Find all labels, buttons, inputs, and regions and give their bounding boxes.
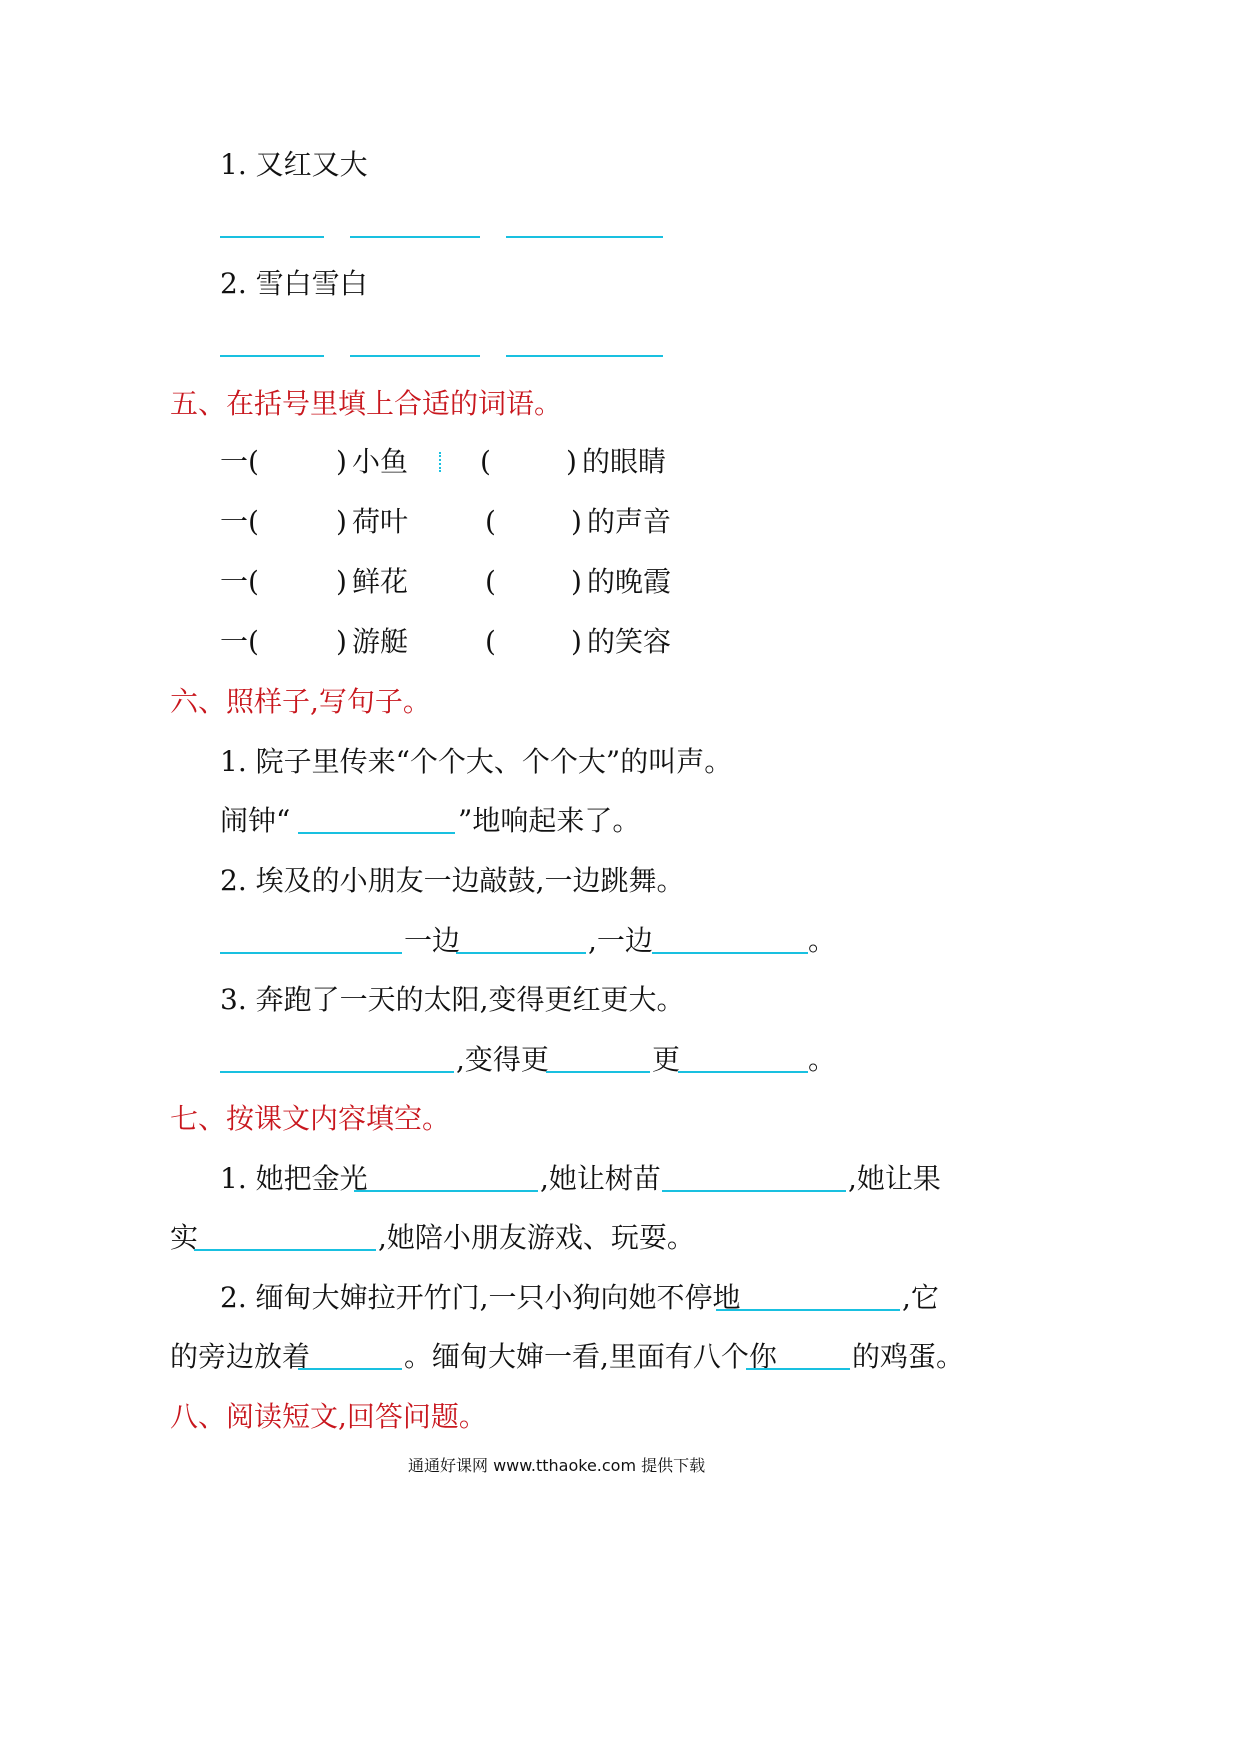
fill-word: 鲜花 (352, 565, 409, 598)
fill-text: 。缅甸大婶一看,里面有八个你 (404, 1340, 777, 1373)
fill-close: ) (566, 445, 577, 478)
sentence-end: 。 (808, 924, 837, 957)
answer-blank[interactable] (220, 355, 324, 357)
example-sentence: 3. 奔跑了一天的太阳,变得更红更大。 (220, 983, 685, 1016)
answer-blank[interactable] (662, 1190, 846, 1192)
fill-text: 2. 缅甸大婶拉开竹门,一只小狗向她不停地 (220, 1281, 741, 1314)
fill-word: 的眼睛 (582, 445, 667, 478)
fill-text: 实 (170, 1221, 199, 1254)
fill-close: ) (571, 505, 582, 538)
answer-blank[interactable] (298, 1368, 402, 1370)
sentence-part: ,一边 (588, 924, 653, 957)
answer-blank[interactable] (220, 236, 324, 238)
answer-blank[interactable] (350, 236, 480, 238)
section-heading-8: 八、阅读短文,回答问题。 (170, 1400, 487, 1433)
sentence-prefix: 闹钟“ (220, 804, 291, 837)
answer-blank[interactable] (746, 1368, 850, 1370)
divider-mark (439, 452, 441, 472)
answer-blank[interactable] (456, 952, 586, 954)
fill-word: 荷叶 (352, 505, 409, 538)
sentence-part: 更 (652, 1043, 681, 1076)
fill-open: ( (485, 505, 496, 538)
example-sentence: 2. 埃及的小朋友一边敲鼓,一边跳舞。 (220, 864, 685, 897)
answer-blank[interactable] (220, 1071, 454, 1073)
fill-close: ) (336, 565, 347, 598)
fill-text: 的鸡蛋。 (852, 1340, 965, 1373)
fill-word: 的笑容 (587, 625, 672, 658)
fill-text: 的旁边放着 (170, 1340, 311, 1373)
fill-open: ( (485, 625, 496, 658)
fill-prefix: 一( (220, 565, 259, 598)
sentence-end: 。 (808, 1043, 837, 1076)
page-footer: 通通好课网 www.tthaoke.com 提供下载 (408, 1456, 706, 1475)
answer-blank[interactable] (506, 355, 663, 357)
answer-blank[interactable] (678, 1071, 808, 1073)
fill-open: ( (480, 445, 491, 478)
sentence-part: ,变得更 (456, 1043, 549, 1076)
answer-blank[interactable] (716, 1309, 900, 1311)
answer-blank[interactable] (354, 1190, 538, 1192)
answer-blank[interactable] (506, 236, 663, 238)
answer-blank[interactable] (298, 832, 455, 834)
fill-prefix: 一( (220, 505, 259, 538)
fill-text: ,她让树苗 (540, 1162, 661, 1195)
example-sentence: 1. 院子里传来“个个大、个个大”的叫声。 (220, 745, 733, 778)
fill-close: ) (571, 625, 582, 658)
answer-blank[interactable] (194, 1249, 376, 1251)
fill-prefix: 一( (220, 445, 259, 478)
fill-close: ) (336, 445, 347, 478)
sentence-suffix: ”地响起来了。 (458, 804, 641, 837)
answer-blank[interactable] (220, 952, 402, 954)
fill-text: 1. 她把金光 (220, 1162, 368, 1195)
item-xue-bai-xue-bai: 2. 雪白雪白 (220, 267, 368, 300)
fill-close: ) (571, 565, 582, 598)
fill-text: ,她陪小朋友游戏、玩耍。 (378, 1221, 695, 1254)
fill-close: ) (336, 505, 347, 538)
fill-text: ,她让果 (848, 1162, 941, 1195)
fill-word: 游艇 (352, 625, 409, 658)
sentence-part: 一边 (404, 924, 461, 957)
item-you-hong-you-da: 1. 又红又大 (220, 148, 368, 181)
section-heading-6: 六、照样子,写句子。 (170, 685, 431, 718)
answer-blank[interactable] (652, 952, 808, 954)
fill-prefix: 一( (220, 625, 259, 658)
section-heading-5: 五、在括号里填上合适的词语。 (170, 387, 563, 420)
fill-text: ,它 (902, 1281, 939, 1314)
fill-word: 的晚霞 (587, 565, 672, 598)
fill-open: ( (485, 565, 496, 598)
answer-blank[interactable] (546, 1071, 650, 1073)
fill-word: 的声音 (587, 505, 672, 538)
fill-word: 小鱼 (352, 445, 409, 478)
fill-close: ) (336, 625, 347, 658)
section-heading-7: 七、按课文内容填空。 (170, 1102, 451, 1135)
answer-blank[interactable] (350, 355, 480, 357)
